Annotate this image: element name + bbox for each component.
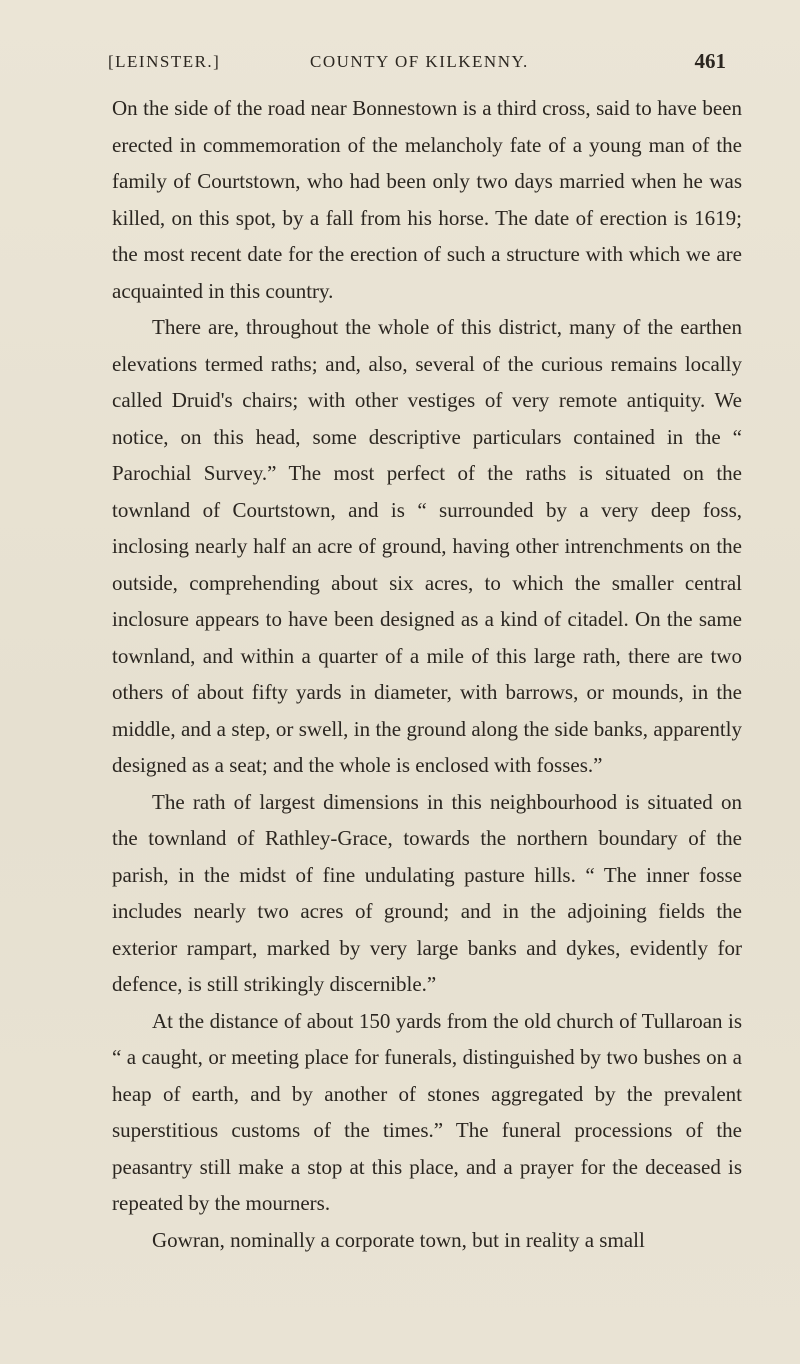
paragraph-3: The rath of largest dimensions in this neighbourhood is situated on the townland of Rathley-Grace, towards the northern boundary of the parish, in the midst of fine undulating pasture hills. “ The inner fosse includes nearly two acres of ground; and in the adjoining fields the exterior rampart, marked by very large banks and dykes, evidently for defence, is still strikingly discernible.”	[112, 789, 742, 996]
running-header	[108, 49, 726, 78]
paragraph-5: Gowran, nominally a corporate town, but in reality a small	[152, 1227, 645, 1252]
paragraph-4: At the distance of about 150 yards from the old church of Tullaroan is “ a caught, or meeting place for funerals, distinguished by two bushes on a heap of earth, and by another of stones aggregated by the prevalent superstitious customs of the times.” The funeral processions of the peasantry still make a stop at this place, and a prayer for the deceased is repeated by the mourners.	[112, 1008, 742, 1215]
section-label: [LEINSTER.]	[108, 52, 221, 71]
county-title: COUNTY OF KILKENNY.	[310, 52, 529, 71]
paragraph-2: There are, throughout the whole of this district, many of the earthen elevations termed raths; and, also, several of the curious remains locally called Druid's chairs; with other vestiges of very remote antiquity. We notice, on this head, some descriptive particulars contained in the “ Parochial Survey.” The most perfect of the raths is situated on the townland of Courtstown, and is “ surrounded by a very deep foss, inclosing nearly half an acre of ground, having other intrenchments on the outside, comprehending about six acres, to which the smaller central inclosure appears to have been designed as a kind of citadel. On the same townland, and within a quarter of a mile of this large rath, there are two others of about fifty yards in diameter, with barrows, or mounds, in the middle, and a step, or swell, in the ground along the side banks, apparently designed as a seat; and the whole is enclosed with fosses.”	[112, 315, 742, 777]
page-number: 461	[694, 49, 726, 73]
body-text	[112, 90, 742, 1258]
paragraph-1: On the side of the road near Bonnestown is a third cross, said to have been erected in commemoration of the melancholy fate of a young man of the family of Courtstown, who had been only two days married when he was killed, on this spot, by a fall from his horse. The date of erection is 1619; the most recent date for the erection of such a structure with which we are acquainted in this country.	[112, 96, 742, 303]
